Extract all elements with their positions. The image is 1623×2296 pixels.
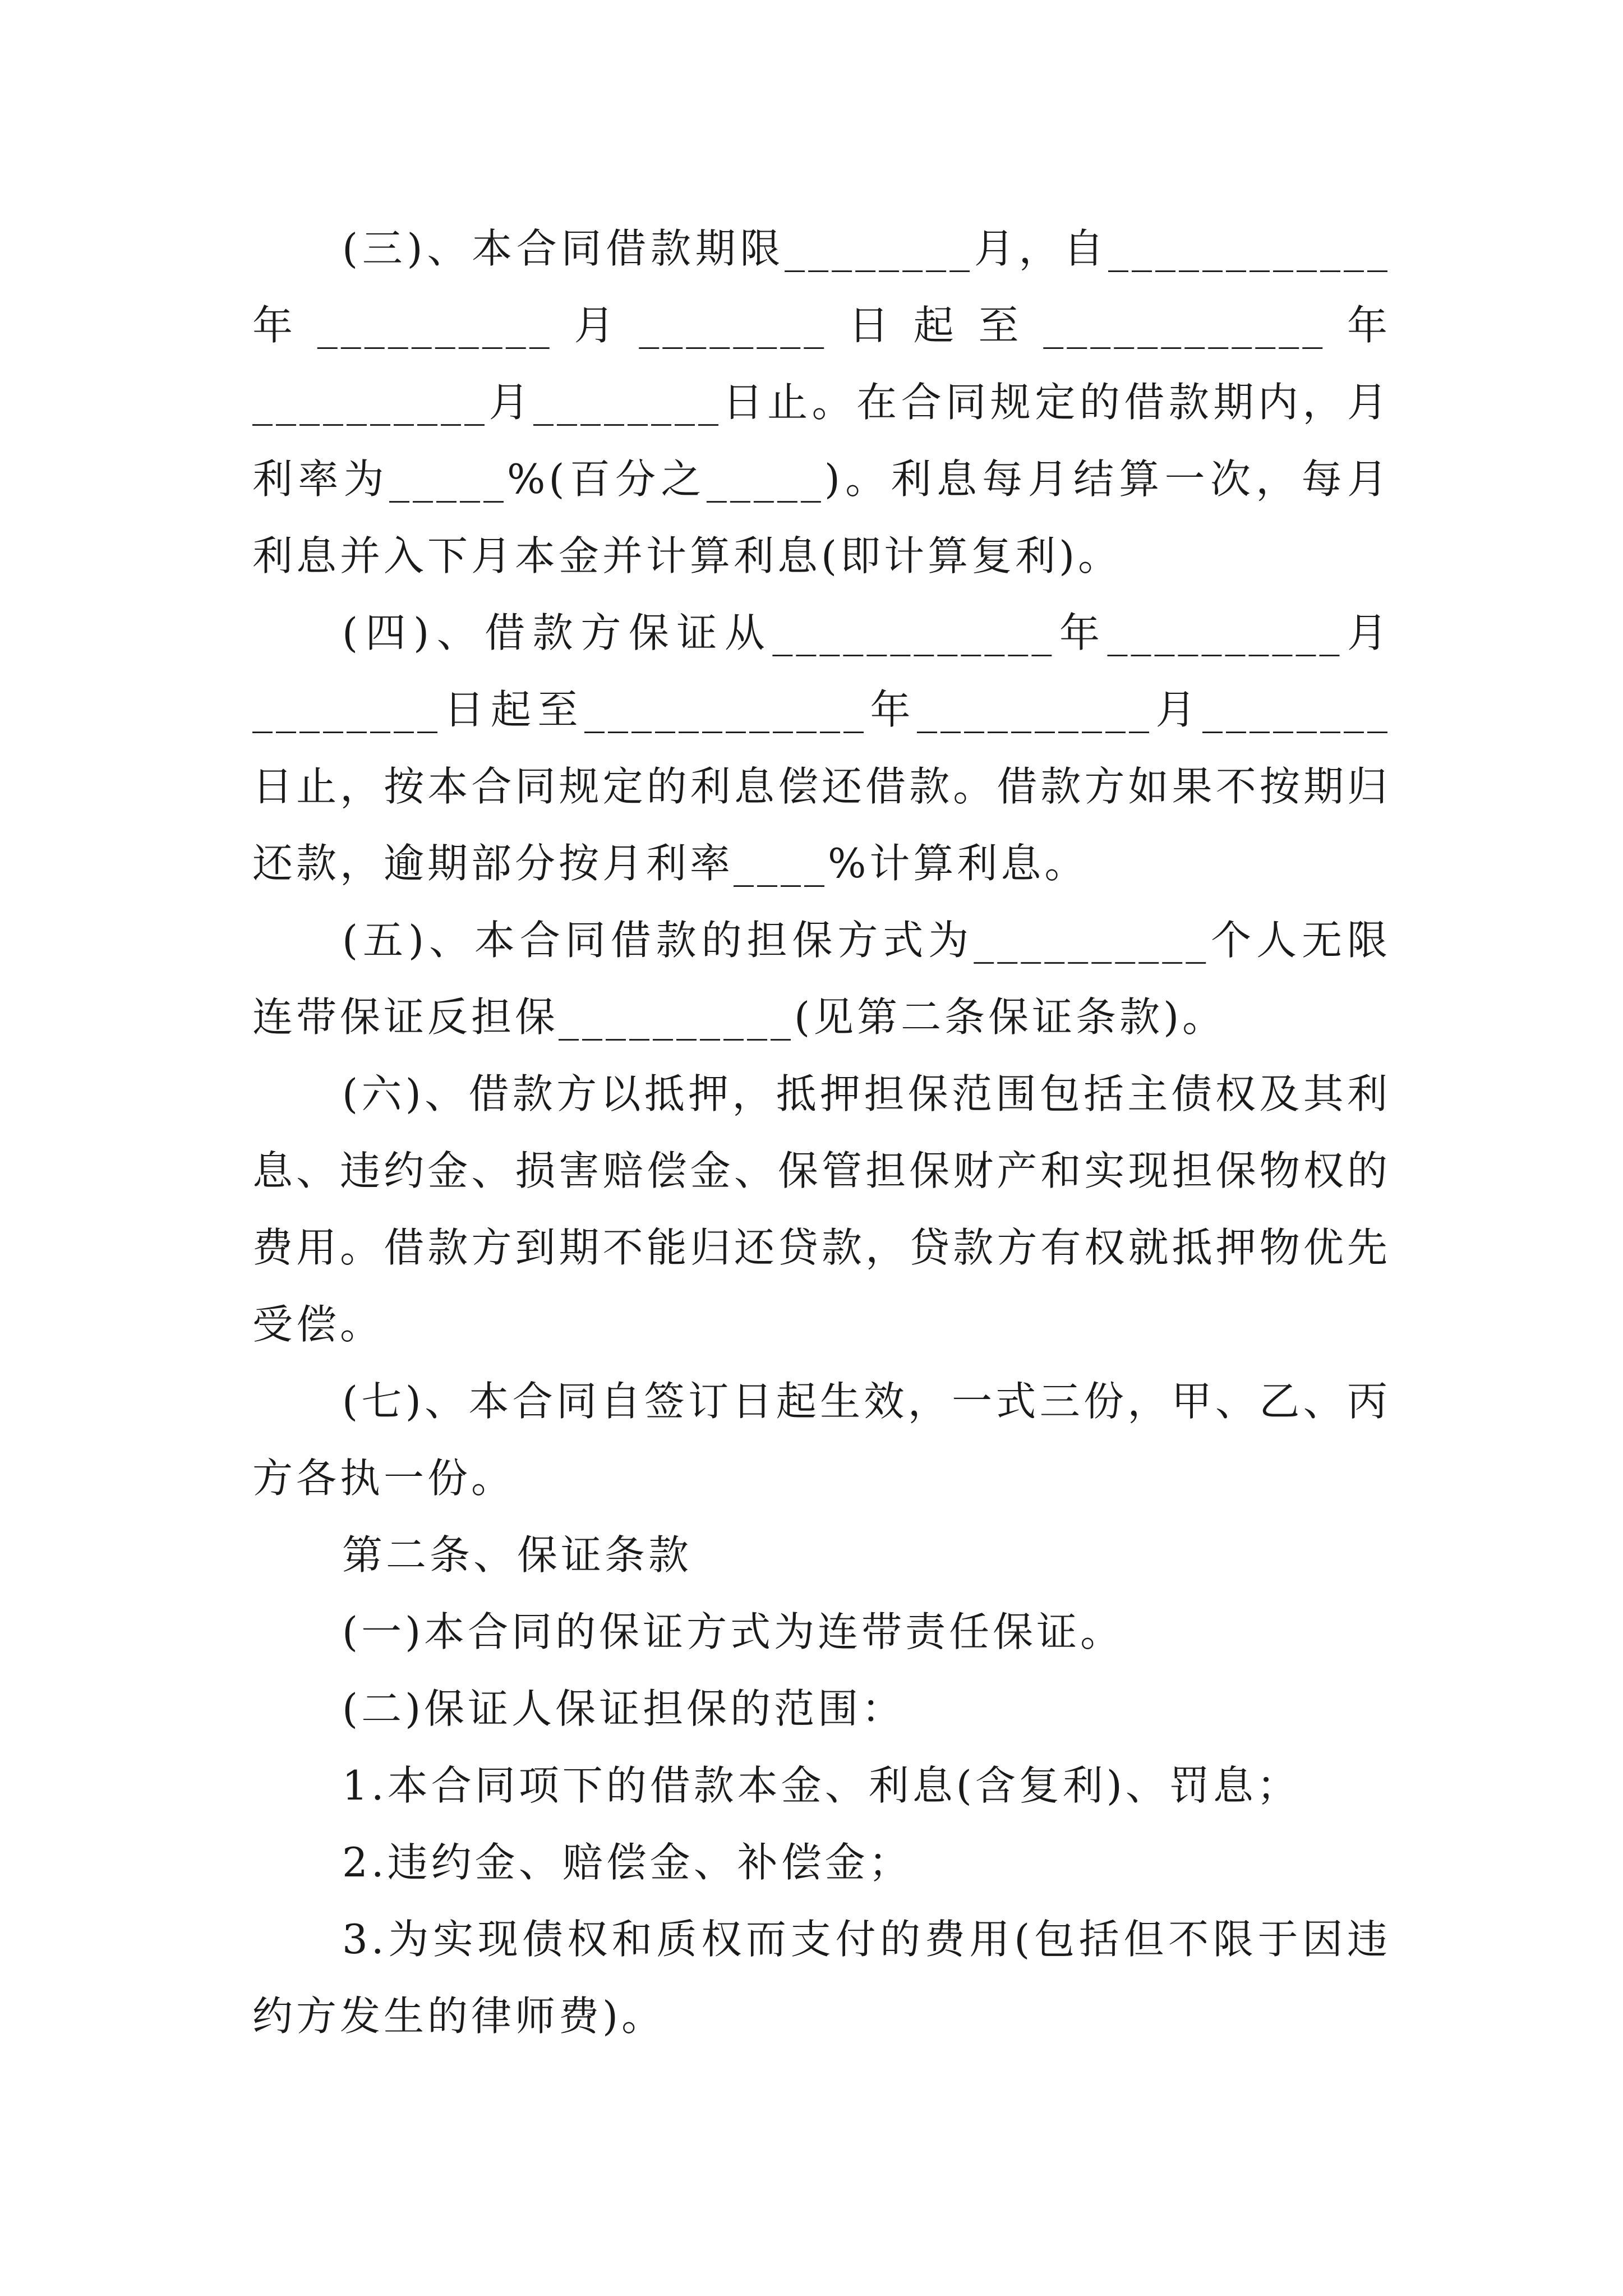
clause-6-mortgage-scope: (六)、借款方以抵押，抵押担保范围包括主债权及其利息、违约金、损害赔偿金、保管担保财产和实现担保物权的费用。借款方到期不能归还贷款，贷款方有权就抵押物优先受偿。 (252, 1070, 1391, 1348)
guarantee-item-2: (二)保证人保证担保的范围： (342, 1685, 906, 1732)
guarantee-scope-2: 2.违约金、赔偿金、补偿金； (342, 1839, 912, 1886)
guarantee-item-1: (一)本合同的保证方式为连带责任保证。 (342, 1608, 1124, 1655)
article-2-heading: 第二条、保证条款 (342, 1531, 693, 1579)
document-body (252, 210, 1391, 2055)
guarantee-scope-1: 1.本合同项下的借款本金、利息(含复利)、罚息； (342, 1762, 1301, 1809)
clause-5-guarantee-method: (五)、本合同借款的担保方式为__________个人无限连带保证反担保__________(见第二条保证条款)。 (252, 917, 1391, 1041)
clause-4-repayment-guarantee: (四)、借款方保证从____________年__________月________日起至____________年__________月________日止，按本合同规定的利息偿还借款。借款方如果不按期归还款，逾期部分按月利率____%计算利息。 (252, 609, 1391, 887)
clause-7-effectiveness: (七)、本合同自签订日起生效，一式三份，甲、乙、丙方各执一份。 (252, 1378, 1391, 1502)
clause-3-loan-term: (三)、本合同借款期限________月，自____________年__________月________日起至____________年__________月________日止。在合同规定的借款期内，月利率为_____%(百分之_____)。利息每月结算一次，每月利息并入下月本金并计算利息(即计算复利)。 (252, 225, 1391, 579)
guarantee-scope-3: 3.为实现债权和质权而支付的费用(包括但不限于因违约方发生的律师费)。 (252, 1916, 1391, 2040)
